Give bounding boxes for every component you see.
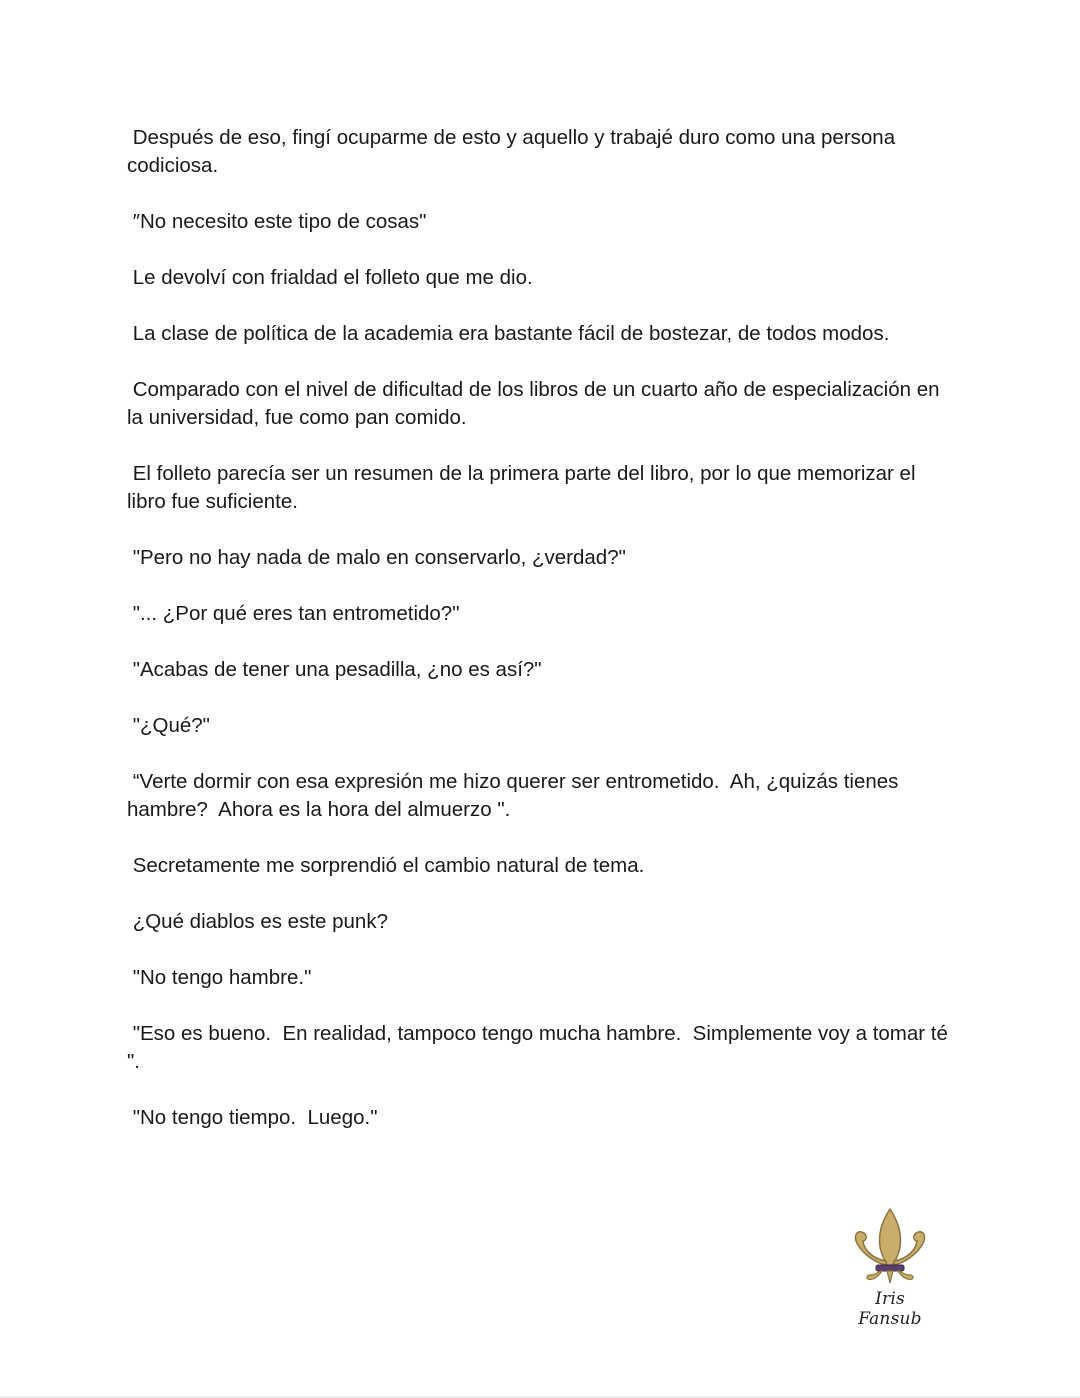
paragraph: Secretamente me sorprendió el cambio natural de tema.	[127, 854, 645, 877]
paragraph: Después de eso, fingí ocuparme de esto y aquello y trabajé duro como una persona codiciosa.	[127, 126, 901, 177]
paragraph: El folleto parecía ser un resumen de la primera parte del libro, por lo que memorizar el libro fue suficiente.	[127, 462, 922, 513]
paragraph: La clase de política de la academia era bastante fácil de bostezar, de todos modos.	[127, 322, 890, 345]
paragraph: ″No necesito este tipo de cosas"	[127, 210, 427, 233]
paragraph: "... ¿Por qué eres tan entrometido?"	[127, 602, 460, 625]
paragraph: ¿Qué diablos es este punk?	[127, 910, 388, 933]
paragraph: "Pero no hay nada de malo en conservarlo, ¿verdad?"	[127, 546, 626, 569]
paragraph: Comparado con el nivel de dificultad de los libros de un cuarto año de especialización en la universidad, fue como pan comido.	[127, 378, 946, 429]
paragraph: "No tengo tiempo. Luego."	[127, 1106, 378, 1129]
paragraph: Le devolví con frialdad el folleto que me dio.	[127, 266, 533, 289]
paragraph: "Eso es bueno. En realidad, tampoco tengo mucha hambre. Simplemente voy a tomar té ".	[127, 1022, 954, 1073]
paragraph: "No tengo hambre."	[127, 966, 312, 989]
fleur-de-lis-icon	[842, 1205, 938, 1289]
logo-text: Iris Fansub	[858, 1289, 922, 1329]
document-body	[127, 124, 957, 1160]
fansub-logo	[842, 1205, 938, 1329]
paragraph: "¿Qué?"	[127, 714, 210, 737]
paragraph: “Verte dormir con esa expresión me hizo querer ser entrometido. Ah, ¿quizás tienes hambre? Ahora es la hora del almuerzo ".	[127, 770, 905, 821]
paragraph: "Acabas de tener una pesadilla, ¿no es así?"	[127, 658, 542, 681]
